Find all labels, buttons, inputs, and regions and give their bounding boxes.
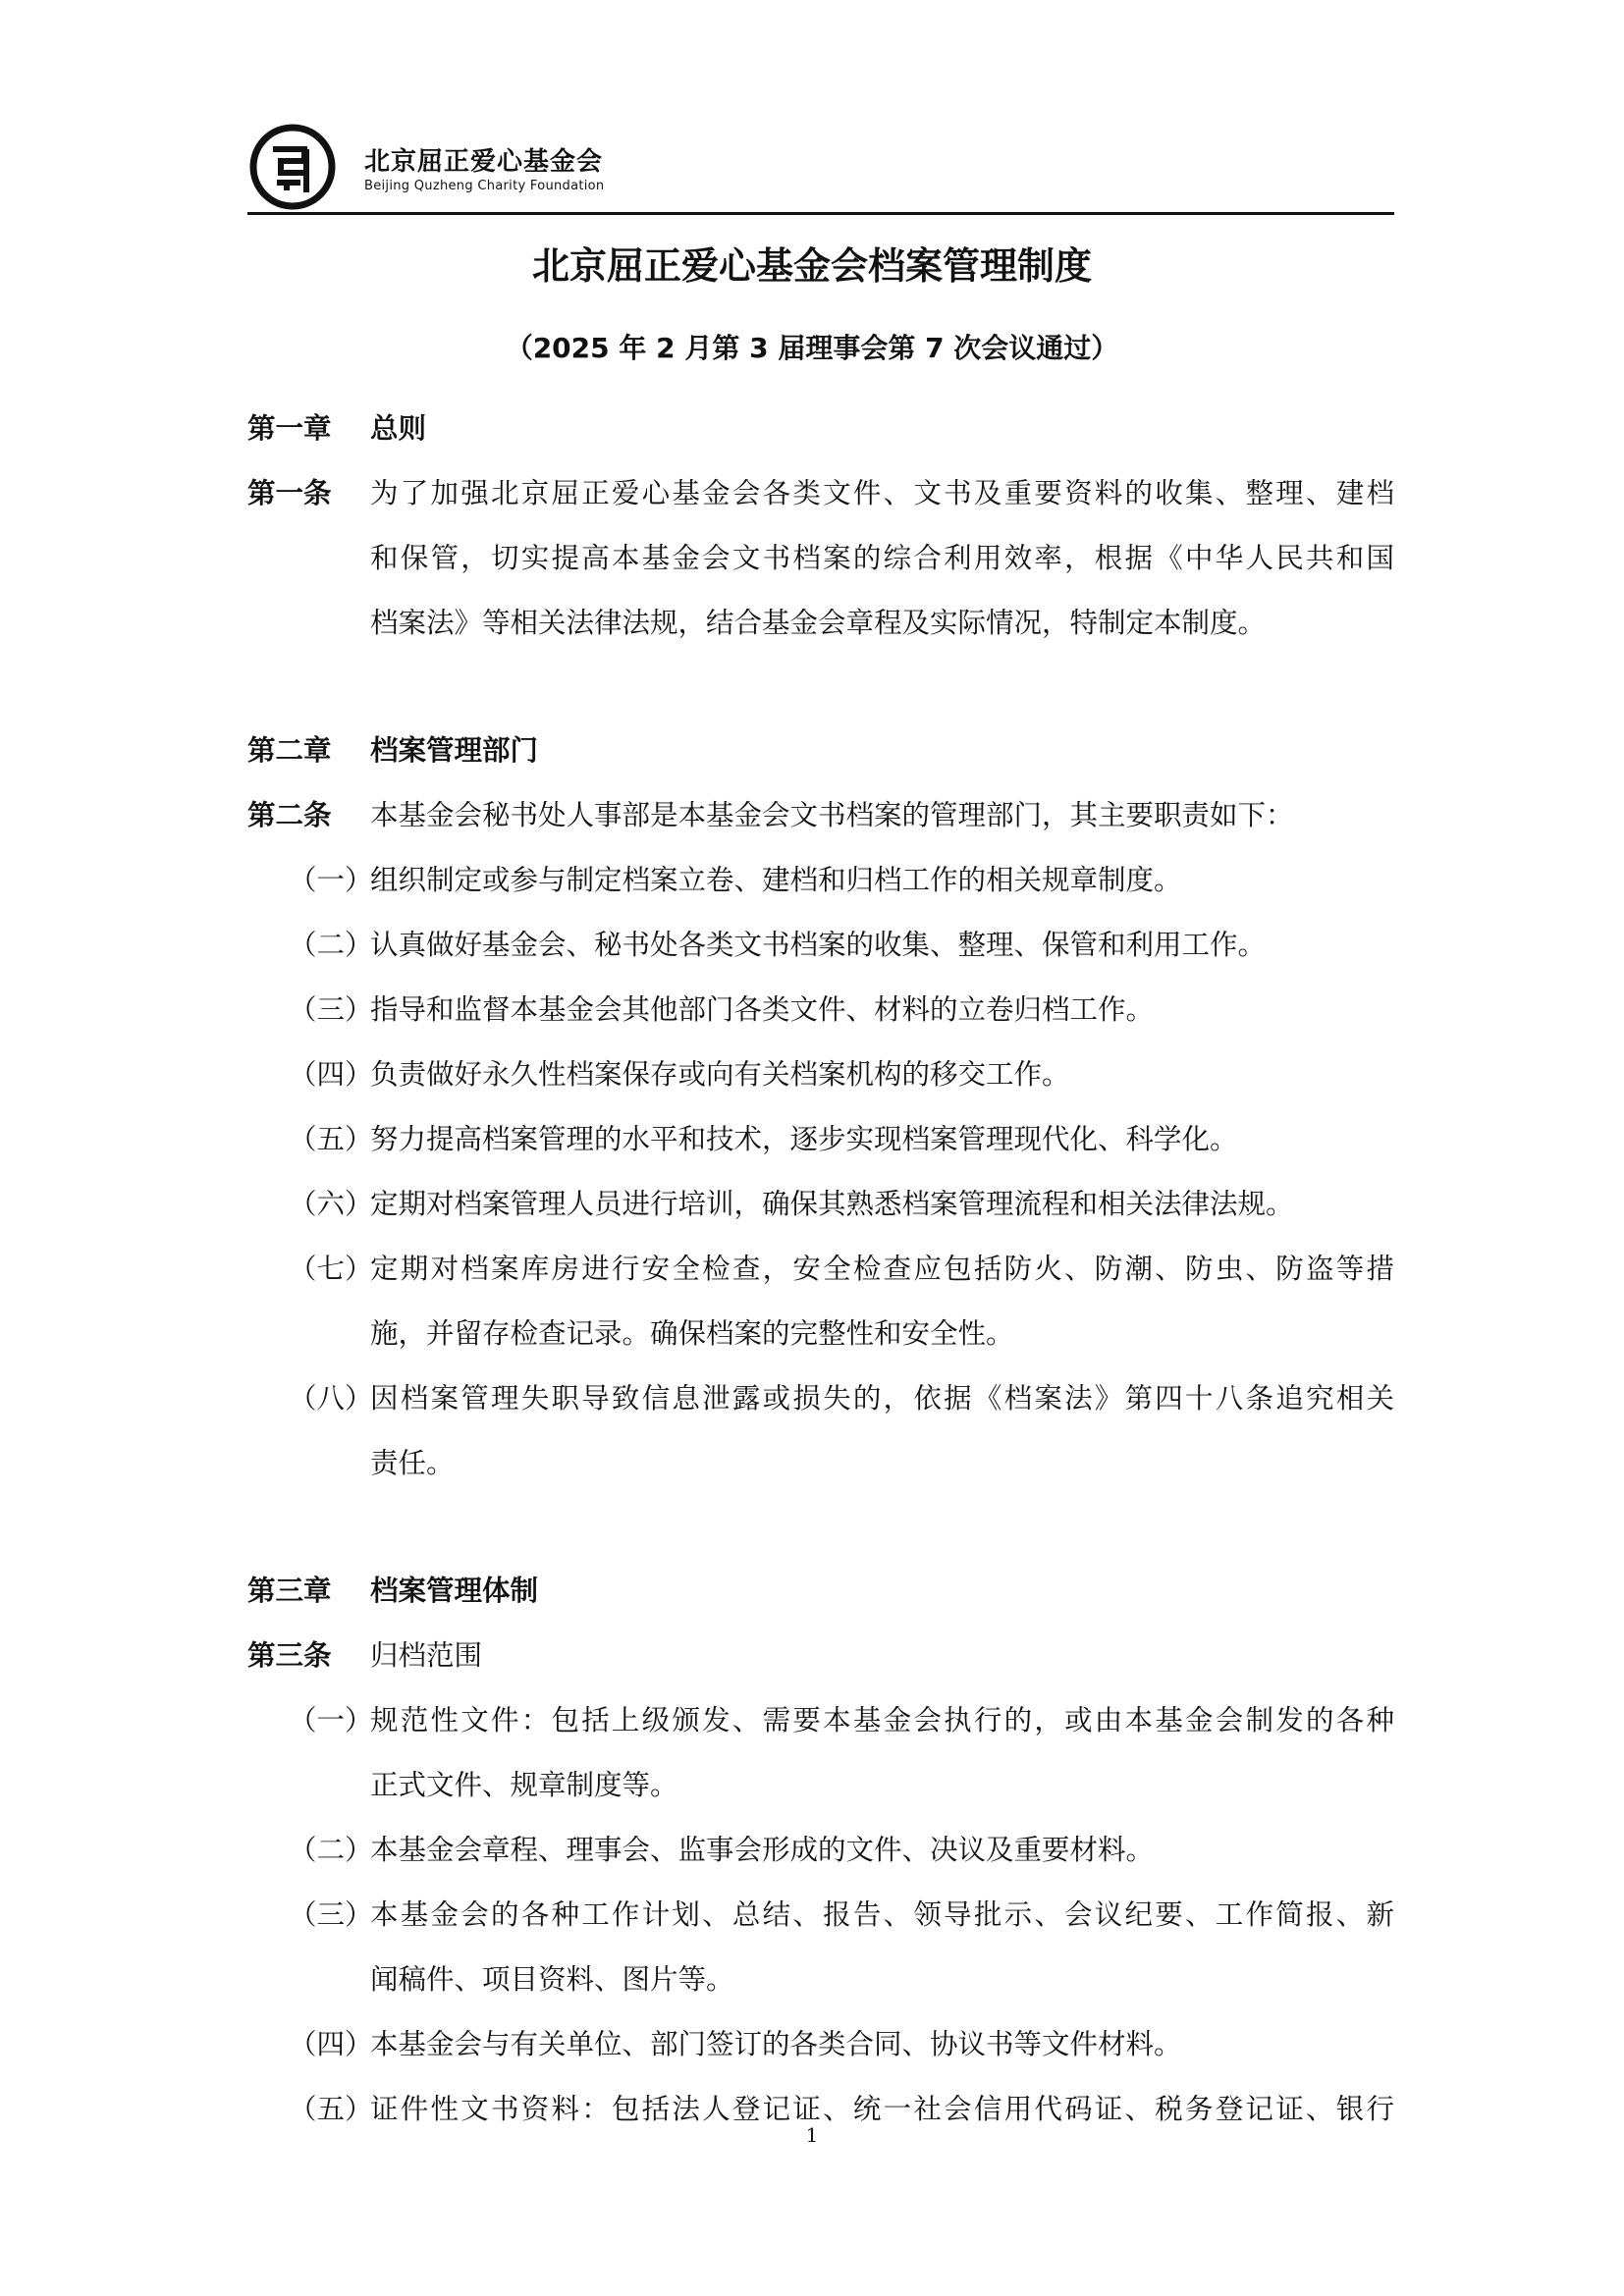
item-text: 定期对档案管理人员进行培训，确保其熟悉档案管理流程和相关法律法规。: [370, 1188, 1294, 1220]
item-text: 努力提高档案管理的水平和技术，逐步实现档案管理现代化、科学化。: [370, 1123, 1238, 1155]
article-text: 为了加强北京屈正爱心基金会各类文件、文书及重要资料的收集、整理、建档: [370, 477, 1394, 509]
org-name: 北京屈正爱心基金会: [364, 147, 604, 177]
article-text: 本基金会秘书处人事部是本基金会文书档案的管理部门，其主要职责如下：: [370, 799, 1294, 831]
document-body: [247, 397, 1394, 2142]
article-text: 归档范围: [370, 1639, 483, 1672]
item-number: （一）: [289, 864, 373, 896]
item-text: 证件性文书资料：包括法人登记证、统一社会信用代码证、税务登记证、银行: [370, 2093, 1394, 2125]
list-item-continuation: [247, 1431, 1394, 1496]
item-text: 正式文件、规章制度等。: [370, 1769, 678, 1801]
item-number: （七）: [289, 1253, 373, 1285]
foundation-logo-icon: [247, 122, 338, 212]
list-item: [247, 978, 1394, 1042]
chapter-heading: [247, 397, 1394, 461]
article-line: [247, 461, 1394, 526]
letterhead: [247, 122, 1394, 216]
item-number: （二）: [289, 1834, 373, 1866]
item-text: 本基金会章程、理事会、监事会形成的文件、决议及重要材料。: [370, 1834, 1155, 1866]
item-number: （六）: [289, 1188, 373, 1220]
item-text: 指导和监督本基金会其他部门各类文件、材料的立卷归档工作。: [370, 993, 1155, 1026]
item-text: 负责做好永久性档案保存或向有关档案机构的移交工作。: [370, 1058, 1070, 1091]
item-number: （五）: [289, 2093, 373, 2125]
item-text: 本基金会的各种工作计划、总结、报告、领导批示、会议纪要、工作简报、新: [370, 1898, 1394, 1931]
item-number: （四）: [289, 1058, 373, 1091]
item-number: （一）: [289, 1704, 373, 1736]
item-text: 闻稿件、项目资料、图片等。: [370, 1963, 734, 1996]
article-text: 和保管，切实提高本基金会文书档案的综合利用效率，根据《中华人民共和国: [370, 542, 1394, 574]
chapter-label: 第一章: [247, 412, 332, 445]
item-text: 施，并留存检查记录。确保档案的完整性和安全性。: [370, 1317, 1014, 1350]
item-number: （三）: [289, 993, 373, 1026]
article-label: 第二条: [247, 799, 332, 831]
org-name-english: Beijing Quzheng Charity Foundation: [364, 179, 605, 193]
document-subtitle: （2025 年 2 月第 3 届理事会第 7 次会议通过）: [505, 332, 1119, 364]
list-item-continuation: [247, 1302, 1394, 1366]
article-line: [247, 526, 1394, 591]
chapter-heading: [247, 719, 1394, 783]
item-text: 定期对档案库房进行安全检查，安全检查应包括防火、防潮、防虫、防盗等措: [370, 1253, 1394, 1285]
list-item: [247, 1688, 1394, 1753]
article-label: 第一条: [247, 477, 332, 509]
list-item: [247, 848, 1394, 913]
chapter-heading: [247, 1559, 1394, 1624]
list-item: [247, 1237, 1394, 1302]
chapter-label: 第三章: [247, 1575, 332, 1607]
article-text: 档案法》等相关法律法规，结合基金会章程及实际情况，特制定本制度。: [370, 607, 1267, 639]
item-number: （八）: [289, 1382, 373, 1415]
chapter-title: 档案管理部门: [370, 734, 539, 767]
item-text: 因档案管理失职导致信息泄露或损失的，依据《档案法》第四十八条追究相关: [370, 1382, 1394, 1415]
list-item: [247, 1042, 1394, 1107]
list-item: [247, 2012, 1394, 2077]
list-item: [247, 913, 1394, 978]
header-divider: [247, 212, 1394, 215]
chapter-title: 档案管理体制: [370, 1575, 539, 1607]
document-title: 北京屈正爱心基金会档案管理制度: [531, 244, 1092, 288]
article-line: [247, 1624, 1394, 1688]
page-number: 1: [805, 2123, 819, 2147]
list-item: [247, 1107, 1394, 1172]
list-item-continuation: [247, 1753, 1394, 1818]
article-line: [247, 783, 1394, 848]
item-number: （三）: [289, 1898, 373, 1931]
list-item-continuation: [247, 1948, 1394, 2012]
article-line: [247, 591, 1394, 656]
item-text: 组织制定或参与制定档案立卷、建档和归档工作的相关规章制度。: [370, 864, 1182, 896]
chapter-title: 总则: [370, 412, 427, 445]
chapter-label: 第二章: [247, 734, 332, 767]
list-item: [247, 1172, 1394, 1237]
article-label: 第三条: [247, 1639, 332, 1672]
item-text: 责任。: [370, 1447, 455, 1479]
item-number: （四）: [289, 2028, 373, 2060]
item-text: 认真做好基金会、秘书处各类文书档案的收集、整理、保管和利用工作。: [370, 929, 1267, 961]
list-item: [247, 1818, 1394, 1883]
item-number: （五）: [289, 1123, 373, 1155]
item-text: 本基金会与有关单位、部门签订的各类合同、协议书等文件材料。: [370, 2028, 1182, 2060]
list-item: [247, 1883, 1394, 1948]
item-number: （二）: [289, 929, 373, 961]
list-item: [247, 1366, 1394, 1431]
item-text: 规范性文件：包括上级颁发、需要本基金会执行的，或由本基金会制发的各种: [370, 1704, 1394, 1736]
